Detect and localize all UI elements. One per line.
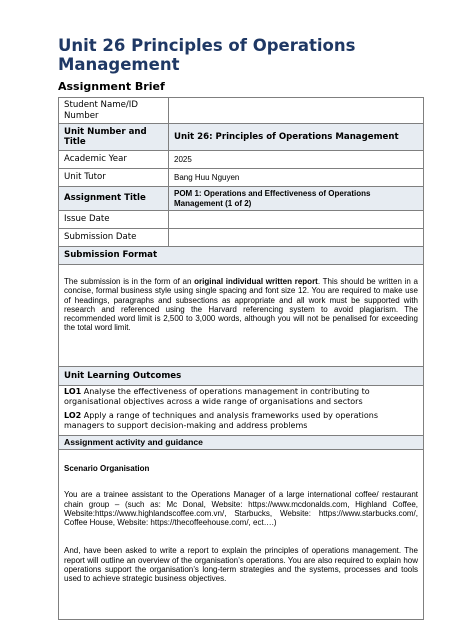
assignment-title-row bbox=[59, 187, 424, 211]
student-name-label: Student Name/ID Number bbox=[59, 98, 169, 124]
learning-outcome-1 bbox=[64, 387, 418, 406]
unit-tutor-row bbox=[59, 169, 424, 187]
assignment-brief-table bbox=[58, 97, 424, 620]
learning-outcomes-body bbox=[59, 386, 424, 436]
learning-outcome-2 bbox=[64, 411, 418, 430]
assignment-title-label: Assignment Title bbox=[59, 187, 169, 211]
activity-body-row bbox=[59, 450, 424, 620]
student-name-row bbox=[59, 98, 424, 124]
lo1-text: Analyse the effectiveness of operations management in contributing to organisational objectives across a wide range of organisations and sectors bbox=[64, 387, 370, 406]
unit-tutor-value: Bang Huu Nguyen bbox=[169, 169, 424, 187]
academic-year-value: 2025 bbox=[169, 151, 424, 169]
unit-label: Unit Number and Title bbox=[59, 124, 169, 151]
scenario-paragraph-1: You are a trainee assistant to the Operations Manager of a large international coffee/ restaurant chain group – (such as: Mc Donal, Website: https://www.mcdonalds.com, Highland Coffee, Website:https://www.highlandscoffee.com.vn/, Starbucks, Website: https://www.starbucks.com/, Coffee House, Website: https://thecoffeehouse.com/, ect….) bbox=[64, 490, 418, 528]
assignment-brief-heading: Assignment Brief bbox=[58, 80, 165, 93]
document-title: Unit 26 Principles of Operations Management bbox=[58, 36, 356, 74]
lo1-code: LO1 bbox=[64, 387, 82, 396]
lo2-text: Apply a range of techniques and analysis frameworks used by operations managers to support decision-making and address problems bbox=[64, 411, 378, 430]
learning-outcomes-body-row bbox=[59, 386, 424, 436]
submission-format-text bbox=[64, 277, 418, 333]
submission-date-label: Submission Date bbox=[59, 229, 169, 247]
submission-format-heading: Submission Format bbox=[59, 247, 424, 265]
activity-heading-row bbox=[59, 436, 424, 450]
submission-format-body-row bbox=[59, 265, 424, 367]
issue-date-row bbox=[59, 211, 424, 229]
submission-text-bold: original individual written report bbox=[194, 277, 318, 286]
student-name-value bbox=[169, 98, 424, 124]
assignment-title-value: POM 1: Operations and Effectiveness of Operations Management (1 of 2) bbox=[169, 187, 424, 211]
submission-text-end: . This should be written in a concise, formal business style using single spacing and font size 12. You are required to make use of headings, paragraphs and subsections as appropriate and all work must be supported with research and referenced using the Harvard referencing system to avoid plagiarism. The recommended word limit is 2,500 to 3,000 words, although you will not be penalised for exceeding the total word limit. bbox=[64, 277, 418, 333]
lo2-code: LO2 bbox=[64, 411, 82, 421]
submission-text-start: The submission is in the form of an bbox=[64, 277, 195, 286]
issue-date-value bbox=[169, 211, 424, 229]
activity-body bbox=[59, 450, 424, 620]
unit-row bbox=[59, 124, 424, 151]
submission-format-heading-row bbox=[59, 247, 424, 265]
unit-value: Unit 26: Principles of Operations Management bbox=[169, 124, 424, 151]
scenario-paragraph-2: And, have been asked to write a report to explain the principles of operations management. The report will outline an overview of the organisation’s operations. You are also required to explain how operations support the organisation’s long-term strategies and the systems, processes and tools used to achieve strategic business objectives. bbox=[64, 546, 418, 584]
submission-date-row bbox=[59, 229, 424, 247]
learning-outcomes-heading: Unit Learning Outcomes bbox=[59, 367, 424, 386]
activity-heading: Assignment activity and guidance bbox=[59, 436, 424, 450]
learning-outcomes-heading-row bbox=[59, 367, 424, 386]
academic-year-row bbox=[59, 151, 424, 169]
academic-year-label: Academic Year bbox=[59, 151, 169, 169]
issue-date-label: Issue Date bbox=[59, 211, 169, 229]
submission-date-value bbox=[169, 229, 424, 247]
scenario-heading: Scenario Organisation bbox=[64, 464, 150, 473]
unit-tutor-label: Unit Tutor bbox=[59, 169, 169, 187]
submission-format-body bbox=[59, 265, 424, 367]
